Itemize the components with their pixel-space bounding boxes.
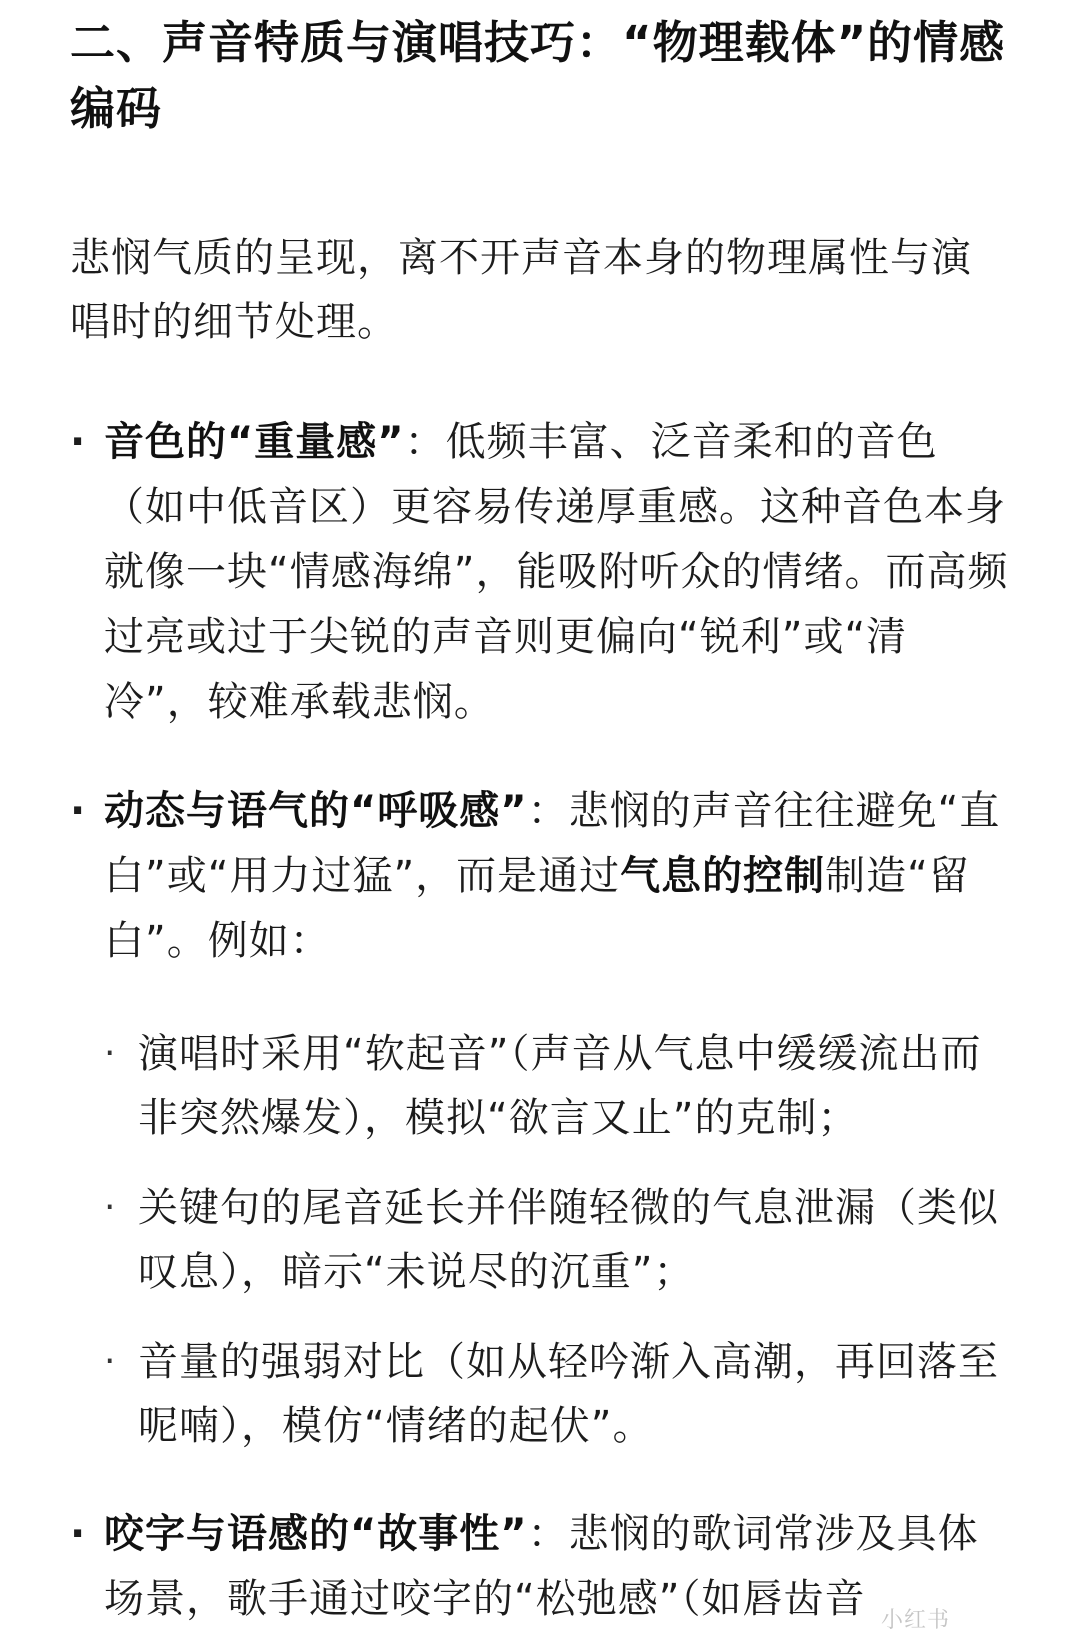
bullet-title: 音色的“重量感”: [104, 419, 405, 465]
sub-item-text: 演唱时采用“软起音”（声音从气息中缓缓流出而非突然爆发），模拟“欲言又止”的克制；: [138, 1031, 982, 1141]
bullet-list: [70, 410, 1010, 1632]
bullet-emphasis: 气息的控制: [620, 853, 826, 899]
sub-item: [104, 1022, 1010, 1150]
sub-item-text: 关键句的尾音延长并伴随轻微的气息泄漏（类似叹息），暗示“未说尽的沉重”；: [138, 1185, 999, 1295]
bullet-text: ：悲悯的歌词常涉及具体场景，歌手通过咬字的“松弛感”（如唇齿音: [104, 1511, 979, 1622]
bullet-item-diction: [70, 1502, 1010, 1632]
watermark: 小红书: [880, 1608, 950, 1633]
bullet-dot: ·: [70, 1511, 87, 1557]
bullet-text: 制造“留白”。例如：: [104, 853, 970, 964]
bullet-item-timbre: [70, 410, 1010, 735]
sub-item-text: 音量的强弱对比（如从轻吟渐入高潮，再回落至呢喃），模仿“情绪的起伏”。: [138, 1339, 999, 1449]
bullet-title: 咬字与语感的“故事性”: [104, 1511, 528, 1557]
section-heading: 二、声音特质与演唱技巧：“物理载体”的情感编码: [70, 16, 1006, 135]
intro-paragraph: 悲悯气质的呈现，离不开声音本身的物理属性与演唱时的细节处理。: [70, 235, 972, 345]
bullet-text: ：悲悯的声音往往避免“直白”或“用力过猛”，而是通过: [104, 788, 1001, 899]
sub-bullet-dot: ·: [104, 1033, 117, 1074]
bullet-dot: ·: [70, 419, 87, 465]
sub-list: [104, 1022, 1010, 1458]
sub-item: [104, 1176, 1010, 1304]
bullet-text: ：低频丰富、泛音柔和的音色（如中低音区）更容易传递厚重感。这种音色本身就像一块“情感海绵”，能吸附听众的情绪。而高频过亮或过于尖锐的声音则更偏向“锐利”或“清冷”，较难承载悲悯。: [104, 419, 1009, 725]
bullet-dot: ·: [70, 788, 87, 834]
sub-bullet-dot: ·: [104, 1187, 117, 1228]
bullet-item-dynamics: [70, 779, 1010, 1458]
sub-item: [104, 1330, 1010, 1458]
sub-bullet-dot: ·: [104, 1341, 117, 1382]
bullet-title: 动态与语气的“呼吸感”: [104, 788, 528, 834]
